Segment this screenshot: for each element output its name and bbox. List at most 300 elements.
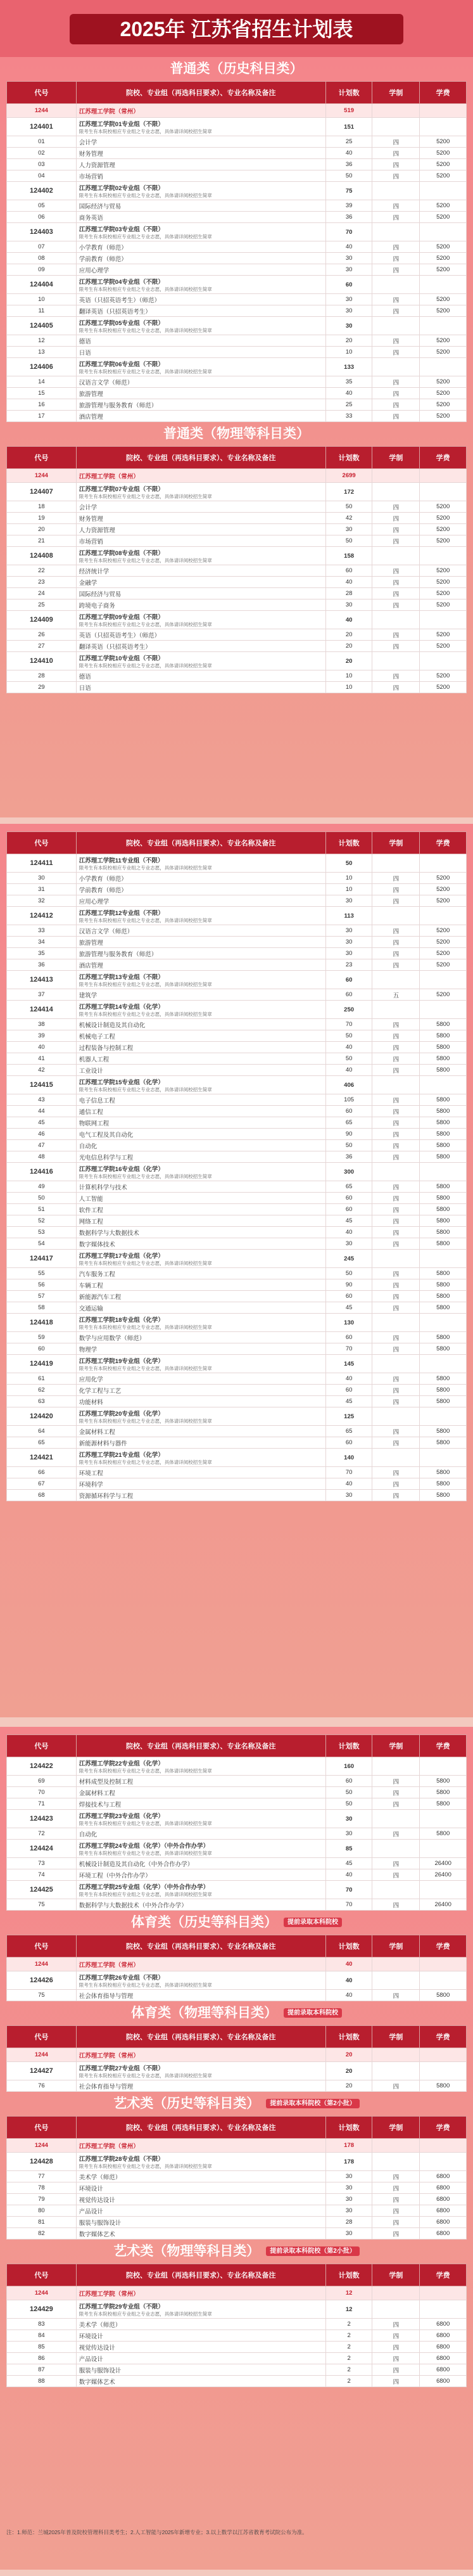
cell-name — [76, 1129, 325, 1140]
cell-code: 07 — [7, 241, 77, 253]
cell-name — [76, 1076, 325, 1094]
cell-fee: 5200 — [420, 136, 467, 148]
cell-fee: 6800 — [420, 2205, 467, 2217]
cell-fee: 5800 — [420, 1385, 467, 1396]
total-row — [7, 1958, 467, 1971]
cell-plan: 60 — [325, 1291, 372, 1302]
cell-years: 四 — [372, 884, 420, 895]
table-row — [7, 2217, 467, 2228]
cell-years: 四 — [372, 2342, 420, 2353]
cell-years: 四 — [372, 1065, 420, 1076]
cell-code: 78 — [7, 2182, 77, 2194]
cell-code: 25 — [7, 599, 77, 611]
cell-code: 66 — [7, 1467, 77, 1478]
cell-name — [76, 2182, 325, 2194]
cell-years: 四 — [372, 136, 420, 148]
cell-plan: 30 — [325, 1238, 372, 1250]
cell-years: 四 — [372, 2194, 420, 2205]
cell-name-text: 江苏理工学院02专业组（不限） — [79, 184, 164, 192]
cell-fee: 5800 — [420, 1227, 467, 1238]
cell-plan: 406 — [325, 1076, 372, 1094]
table-row — [7, 335, 467, 347]
cell-fee: 5800 — [420, 1151, 467, 1163]
group-row — [7, 971, 467, 989]
cell-years — [372, 182, 420, 200]
cell-years: 四 — [372, 1268, 420, 1279]
cell-name-text: 江苏理工学院09专业组（不限） — [79, 613, 164, 621]
cell-name — [76, 411, 325, 422]
cell-years: 四 — [372, 1490, 420, 1501]
cell-fee: 6800 — [420, 2376, 467, 2387]
cell-fee: 6800 — [420, 2319, 467, 2330]
cell-code: 43 — [7, 1094, 77, 1106]
cell-name-text: 江苏理工学院（常州） — [79, 2143, 139, 2150]
cell-code: 1244 — [7, 2286, 77, 2300]
cell-name — [76, 1858, 325, 1869]
cell-years: 四 — [372, 501, 420, 513]
cell-name — [76, 1291, 325, 1302]
cell-years: 四 — [372, 411, 420, 422]
cell-fee: 5800 — [420, 1302, 467, 1314]
cell-plan: 20 — [325, 629, 372, 641]
cell-name — [76, 1958, 325, 1971]
header-name: 院校、专业组（再选科目要求）、专业名称及备注 — [76, 1935, 325, 1958]
cell-plan: 178 — [325, 2139, 372, 2153]
table-row — [7, 1215, 467, 1227]
cell-code: 20 — [7, 524, 77, 535]
cell-code: 87 — [7, 2364, 77, 2376]
cell-name-text: 江苏理工学院06专业组（不限） — [79, 361, 164, 368]
table-row — [7, 1291, 467, 1302]
cell-fee: 5800 — [420, 1030, 467, 1042]
cell-fee: 5200 — [420, 629, 467, 641]
cell-years: 四 — [372, 1990, 420, 2001]
header-code: 代号 — [7, 1735, 77, 1757]
cell-years: 四 — [372, 335, 420, 347]
cell-name — [76, 2217, 325, 2228]
table-row — [7, 599, 467, 611]
cell-plan: 40 — [325, 1065, 372, 1076]
table-header-row — [7, 1935, 467, 1958]
cell-years — [372, 971, 420, 989]
cell-name-text: 江苏理工学院16专业组（化学） — [79, 1165, 164, 1173]
cell-code: 12 — [7, 335, 77, 347]
cell-years: 四 — [372, 1193, 420, 1204]
cell-plan: 50 — [325, 1787, 372, 1798]
cell-name-text: 江苏理工学院（常州） — [79, 2290, 139, 2298]
cell-name — [76, 1869, 325, 1881]
cell-code: 124424 — [7, 1840, 77, 1858]
cell-years: 四 — [372, 1117, 420, 1129]
header-fee: 学费 — [420, 1735, 467, 1757]
cell-name-text: 江苏理工学院01专业组（不限） — [79, 120, 164, 128]
cell-name-note: 限考生有本院校相应专业组之专业志愿，具体请详阅校招生简章 — [79, 917, 212, 923]
cell-name-note: 限考生有本院校相应专业组之专业志愿，具体请详阅校招生简章 — [79, 2163, 212, 2169]
table-row — [7, 200, 467, 212]
cell-plan: 50 — [325, 501, 372, 513]
table-row — [7, 1268, 467, 1279]
cell-name — [76, 388, 325, 399]
cell-name-text: 机械设计制造及其自动化 — [79, 1022, 146, 1029]
cell-name-text: 江苏理工学院18专业组（化学） — [79, 1316, 164, 1324]
cell-years: 四 — [372, 2319, 420, 2330]
cell-code: 45 — [7, 1117, 77, 1129]
cell-plan: 65 — [325, 1181, 372, 1193]
cell-code: 124422 — [7, 1757, 77, 1776]
group-row — [7, 1810, 467, 1828]
cell-plan: 160 — [325, 1757, 372, 1776]
header-name: 院校、专业组（再选科目要求）、专业名称及备注 — [76, 2026, 325, 2048]
cell-fee: 26400 — [420, 1858, 467, 1869]
cell-name-text: 机械设计制造及其自动化（中外合作办学） — [79, 1861, 194, 1868]
cell-years: 四 — [372, 1053, 420, 1065]
cell-years: 四 — [372, 1467, 420, 1478]
cell-code: 52 — [7, 1215, 77, 1227]
table-row — [7, 1899, 467, 1911]
cell-code: 88 — [7, 2376, 77, 2387]
cell-fee — [420, 1840, 467, 1858]
cell-name — [76, 2171, 325, 2182]
cell-name — [76, 1776, 325, 1787]
cell-fee: 5200 — [420, 241, 467, 253]
cell-name — [76, 1001, 325, 1019]
cell-name-note: 限考生有本院校相应专业组之专业志愿，具体请详阅校招生简章 — [79, 192, 212, 198]
cell-plan: 20 — [325, 2080, 372, 2092]
cell-code: 36 — [7, 959, 77, 971]
cell-name-text: 酒店管理 — [79, 962, 103, 970]
table-row — [7, 1042, 467, 1053]
cell-name — [76, 535, 325, 547]
table-row — [7, 2080, 467, 2092]
cell-fee: 5800 — [420, 1332, 467, 1343]
cell-name-text: 数字媒体技术 — [79, 1241, 115, 1248]
header-name: 院校、专业组（再选科目要求）、专业名称及备注 — [76, 832, 325, 854]
cell-name-text: 金属材料工程 — [79, 1790, 115, 1797]
cell-name — [76, 212, 325, 223]
cell-name-text: 服装与服饰设计 — [79, 2367, 122, 2374]
header-plan: 计划数 — [325, 447, 372, 469]
cell-fee: 5200 — [420, 895, 467, 907]
cell-name — [76, 1065, 325, 1076]
cell-plan: 36 — [325, 159, 372, 170]
cell-years: 四 — [372, 305, 420, 317]
cell-fee: 5200 — [420, 212, 467, 223]
section-title: 普通类（历史科目类） — [170, 61, 303, 76]
cell-fee: 5800 — [420, 1291, 467, 1302]
cell-fee: 5800 — [420, 1117, 467, 1129]
table-row — [7, 1869, 467, 1881]
cell-code: 1244 — [7, 104, 77, 118]
cell-code: 27 — [7, 641, 77, 652]
cell-years — [372, 2286, 420, 2300]
total-row — [7, 2048, 467, 2062]
cell-years — [372, 1958, 420, 1971]
cell-years: 四 — [372, 1094, 420, 1106]
cell-plan: 40 — [325, 1958, 372, 1971]
cell-plan: 36 — [325, 212, 372, 223]
cell-fee — [420, 1958, 467, 1971]
cell-name-note: 限考生有本院校相应专业组之专业志愿，具体请详阅校招生简章 — [79, 1891, 212, 1897]
cell-years: 四 — [372, 682, 420, 693]
cell-plan: 10 — [325, 873, 372, 884]
cell-code: 124421 — [7, 1449, 77, 1467]
cell-years: 四 — [372, 565, 420, 577]
cell-plan: 50 — [325, 1140, 372, 1151]
cell-name — [76, 1343, 325, 1355]
cell-name — [76, 513, 325, 524]
cell-code: 67 — [7, 1478, 77, 1490]
cell-years: 四 — [372, 2171, 420, 2182]
cell-code: 63 — [7, 1396, 77, 1407]
cell-years: 四 — [372, 1279, 420, 1291]
cell-fee: 5800 — [420, 1828, 467, 1840]
cell-code: 124426 — [7, 1971, 77, 1990]
cell-code: 18 — [7, 501, 77, 513]
cell-fee: 5200 — [420, 599, 467, 611]
cell-years: 四 — [372, 2205, 420, 2217]
table-row — [7, 1798, 467, 1810]
cell-name — [76, 2330, 325, 2342]
cell-fee: 6800 — [420, 2342, 467, 2353]
cell-name — [76, 2300, 325, 2319]
cell-years: 四 — [372, 1776, 420, 1787]
cell-plan: 30 — [325, 2171, 372, 2182]
cell-plan: 30 — [325, 264, 372, 276]
cell-name-text: 江苏理工学院29专业组（不限） — [79, 2303, 164, 2310]
cell-plan: 60 — [325, 1193, 372, 1204]
group-row — [7, 854, 467, 873]
cell-name-text: 英语（只招英语考生）（师范） — [79, 632, 161, 639]
cell-fee: 5200 — [420, 388, 467, 399]
cell-fee: 5800 — [420, 1787, 467, 1798]
cell-plan: 30 — [325, 925, 372, 937]
table-row — [7, 1151, 467, 1163]
cell-plan: 151 — [325, 118, 372, 136]
header-years: 学制 — [372, 2117, 420, 2139]
cell-fee: 5200 — [420, 925, 467, 937]
cell-name-text: 金融学 — [79, 579, 98, 587]
cell-name — [76, 1106, 325, 1117]
cell-name-text: 经济统计学 — [79, 568, 110, 575]
section-title: 艺术类（历史等科目类） 提前录取本科院校（第2小批） — [0, 2092, 473, 2116]
cell-years: 四 — [372, 2080, 420, 2092]
header-plan: 计划数 — [325, 2264, 372, 2286]
cell-name — [76, 1030, 325, 1042]
page-title: 2025年 江苏省招生计划表 — [70, 14, 403, 44]
cell-name-text: 焊接技术与工程 — [79, 1801, 122, 1809]
plan-table — [6, 2025, 467, 2092]
cell-name-text: 汉语言文学（师范） — [79, 379, 134, 387]
cell-name — [76, 182, 325, 200]
header-fee: 学费 — [420, 2117, 467, 2139]
cell-years — [372, 1001, 420, 1019]
cell-fee: 5200 — [420, 170, 467, 182]
table-row — [7, 2353, 467, 2364]
cell-code: 65 — [7, 1437, 77, 1449]
header-code: 代号 — [7, 2026, 77, 2048]
cell-plan: 33 — [325, 411, 372, 422]
cell-name — [76, 1449, 325, 1467]
cell-name-text: 财务管理 — [79, 515, 103, 523]
cell-code: 13 — [7, 347, 77, 358]
cell-fee: 5800 — [420, 1990, 467, 2001]
cell-code: 06 — [7, 212, 77, 223]
cell-code: 49 — [7, 1181, 77, 1193]
cell-years — [372, 276, 420, 294]
cell-years: 四 — [372, 1798, 420, 1810]
cell-plan: 39 — [325, 200, 372, 212]
cell-name-text: 江苏理工学院07专业组（不限） — [79, 485, 164, 493]
cell-plan: 28 — [325, 588, 372, 599]
cell-plan: 10 — [325, 884, 372, 895]
group-row — [7, 652, 467, 670]
cell-fee: 5200 — [420, 884, 467, 895]
table-row — [7, 1373, 467, 1385]
table-row — [7, 399, 467, 411]
cell-name-text: 江苏理工学院11专业组（不限） — [79, 857, 164, 864]
cell-name-text: 旅游管理 — [79, 390, 103, 398]
cell-name-text: 视觉传达设计 — [79, 2196, 115, 2204]
table-row — [7, 524, 467, 535]
cell-plan: 60 — [325, 565, 372, 577]
table-row — [7, 347, 467, 358]
table-row — [7, 1332, 467, 1343]
cell-code: 29 — [7, 682, 77, 693]
cell-name — [76, 1373, 325, 1385]
cell-name-text: 会计学 — [79, 139, 98, 146]
cell-name-text: 环境工程（中外合作办学） — [79, 1872, 151, 1880]
cell-name — [76, 1215, 325, 1227]
cell-code: 82 — [7, 2228, 77, 2240]
cell-plan: 25 — [325, 136, 372, 148]
group-row — [7, 182, 467, 200]
cell-years: 四 — [372, 1204, 420, 1215]
cell-years: 四 — [372, 641, 420, 652]
cell-code: 76 — [7, 2080, 77, 2092]
cell-plan: 65 — [325, 1117, 372, 1129]
total-row — [7, 2139, 467, 2153]
section-title: 艺术类（物理等科目类） 提前录取本科院校（第2小批） — [0, 2240, 473, 2264]
cell-code: 124423 — [7, 1810, 77, 1828]
group-row — [7, 2062, 467, 2080]
table-row — [7, 1094, 467, 1106]
cell-fee — [420, 1449, 467, 1467]
cell-name-text: 旅游管理与服务教育（师范） — [79, 402, 158, 409]
cell-plan: 519 — [325, 104, 372, 118]
cell-code: 26 — [7, 629, 77, 641]
table-row — [7, 159, 467, 170]
cell-code: 61 — [7, 1373, 77, 1385]
cell-code: 11 — [7, 305, 77, 317]
cell-years — [372, 2048, 420, 2062]
cell-plan: 2 — [325, 2342, 372, 2353]
cell-name — [76, 1314, 325, 1332]
cell-years: 四 — [372, 1478, 420, 1490]
group-row — [7, 547, 467, 565]
cell-name-text: 环境设计 — [79, 2185, 103, 2193]
cell-name-text: 应用化学 — [79, 1376, 103, 1383]
cell-name-text: 软件工程 — [79, 1207, 103, 1214]
cell-fee — [420, 118, 467, 136]
cell-fee: 6800 — [420, 2194, 467, 2205]
cell-name — [76, 104, 325, 118]
cell-fee: 5200 — [420, 565, 467, 577]
plan-table — [6, 81, 467, 422]
cell-plan: 158 — [325, 547, 372, 565]
cell-name — [76, 682, 325, 693]
cell-plan: 300 — [325, 1163, 372, 1181]
cell-name-note: 限考生有本院校相应专业组之专业志愿，具体请详阅校招生简章 — [79, 1982, 212, 1988]
cell-plan: 30 — [325, 2205, 372, 2217]
cell-years: 四 — [372, 2364, 420, 2376]
cell-name — [76, 611, 325, 629]
cell-name-text: 数据科学与大数据技术 — [79, 1229, 139, 1237]
cell-code: 124401 — [7, 118, 77, 136]
cell-fee: 5800 — [420, 1204, 467, 1215]
cell-name-text: 汉语言文学（师范） — [79, 928, 134, 935]
header-plan: 计划数 — [325, 1935, 372, 1958]
cell-name-text: 金属材料工程 — [79, 1428, 115, 1436]
cell-code: 05 — [7, 200, 77, 212]
cell-code: 04 — [7, 170, 77, 182]
cell-name — [76, 641, 325, 652]
cell-years: 四 — [372, 1215, 420, 1227]
cell-years: 四 — [372, 1899, 420, 1911]
header-fee: 学费 — [420, 832, 467, 854]
cell-code: 41 — [7, 1053, 77, 1065]
cell-years: 四 — [372, 1042, 420, 1053]
table-row — [7, 1828, 467, 1840]
cell-plan: 30 — [325, 895, 372, 907]
table-row — [7, 535, 467, 547]
cell-name-text: 环境设计 — [79, 2333, 103, 2340]
cell-fee: 6800 — [420, 2330, 467, 2342]
cell-name — [76, 2353, 325, 2364]
table-row — [7, 1302, 467, 1314]
cell-name-note: 限考生有本院校相应专业组之专业志愿，具体请详阅校招生简章 — [79, 368, 212, 375]
cell-years: 四 — [372, 524, 420, 535]
cell-years: 四 — [372, 2376, 420, 2387]
cell-name-text: 材料成型及控制工程 — [79, 1778, 134, 1786]
cell-years: 四 — [372, 388, 420, 399]
table-row — [7, 1140, 467, 1151]
cell-code: 124415 — [7, 1076, 77, 1094]
cell-code: 53 — [7, 1227, 77, 1238]
header-name: 院校、专业组（再选科目要求）、专业名称及备注 — [76, 2264, 325, 2286]
group-row — [7, 1314, 467, 1332]
cell-years — [372, 1407, 420, 1426]
cell-name-text: 环境科学 — [79, 1481, 103, 1489]
cell-years: 四 — [372, 1332, 420, 1343]
table-row — [7, 264, 467, 276]
cell-code: 80 — [7, 2205, 77, 2217]
cell-name — [76, 501, 325, 513]
cell-name — [76, 2139, 325, 2153]
cell-fee: 5800 — [420, 1279, 467, 1291]
cell-years — [372, 223, 420, 241]
cell-plan: 90 — [325, 1279, 372, 1291]
table-row — [7, 1053, 467, 1065]
cell-name-text: 跨境电子商务 — [79, 602, 115, 610]
cell-name-text: 服装与服饰设计 — [79, 2219, 122, 2227]
cell-plan: 40 — [325, 388, 372, 399]
cell-plan: 30 — [325, 253, 372, 264]
cell-name — [76, 1163, 325, 1181]
cell-years — [372, 2062, 420, 2080]
cell-fee: 5200 — [420, 411, 467, 422]
cell-name — [76, 1053, 325, 1065]
cell-name-note: 限考生有本院校相应专业组之专业志愿，具体请详阅校招生简章 — [79, 1850, 212, 1856]
